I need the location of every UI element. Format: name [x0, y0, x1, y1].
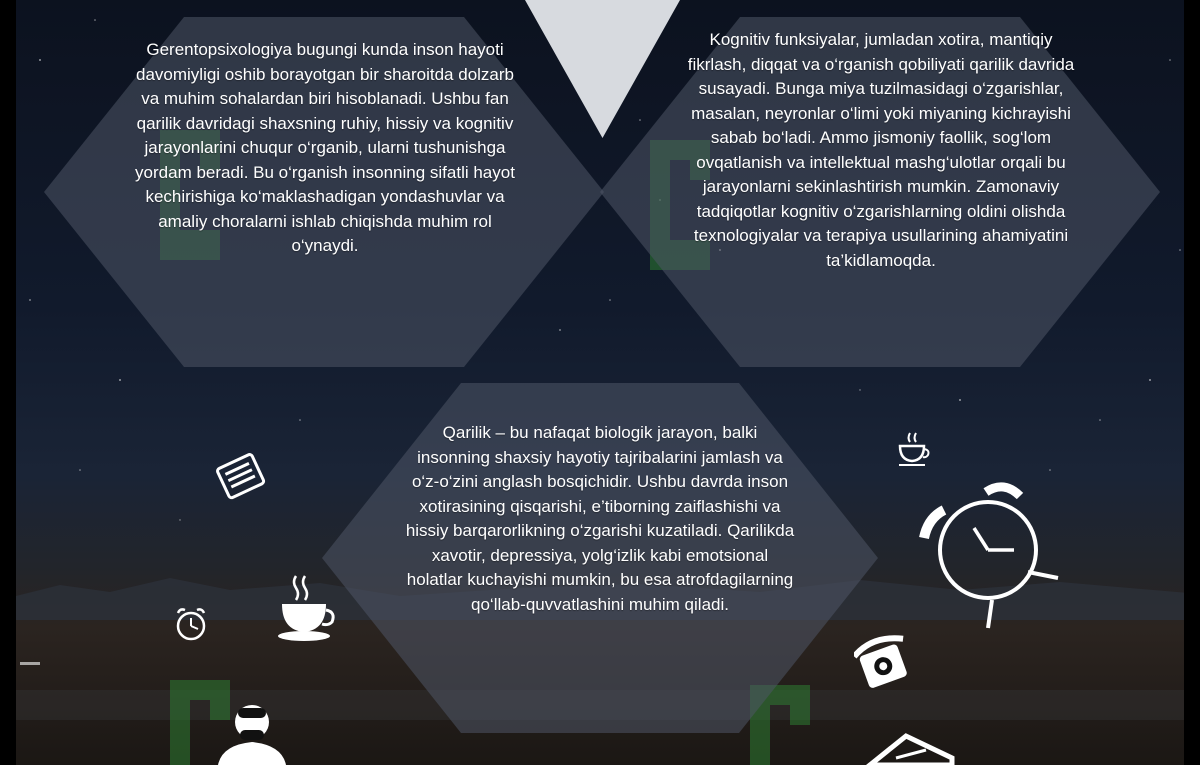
- right-border: [1184, 0, 1200, 765]
- small-coffee-cup-icon: [896, 430, 932, 470]
- newspaper-corner-icon: [866, 728, 956, 765]
- person-icon: [212, 700, 292, 765]
- newspaper-icon: [212, 448, 270, 506]
- bottom-panel-text: Qarilik – bu nafaqat biologik jarayon, balki insonning shaxsiy hayotiy tajribalarini jamlash va o‘z-o‘zini anglash bosqichidir. Ushbu davrda inson xotirasining qisqarishi, e’tiborning zaiflashishi va hissiy barqarorlikning o‘zgarishi kuzatiladi. Qarilikda xavotir, depressiya, yolg‘izlik kabi emotsional holatlar kuchayishi mumkin, bu esa atrofdagilarning qo‘llab-quvvatlashini muhim qiladi.: [405, 423, 795, 614]
- telephone-icon: [854, 632, 918, 692]
- left-panel-text: Gerentopsixologiya bugungi kunda inson hayoti davomiyligi oshib borayotgan bir sharoitda dolzarb va muhim sohalardan biri hisoblanadi. Ushbu fan qarilik davridagi shaxsning ruhiy, hissiy va kognitiv jarayonlarini chuqur o‘rganib, ularni tushunishga yordam beradi. Bu o‘rganish insonning sifatli hayot kechirishiga ko‘maklashadigan yondashuvlar va amaliy choralarni ishlab chiqishda muhim rol o‘ynaydi.: [135, 40, 515, 255]
- right-panel-text: Kognitiv funksiyalar, jumladan xotira, mantiqiy fikrlash, diqqat va o‘rganish qobiliyati qarilik davrida susayadi. Bunga miya tuzilmasidagi o‘zgarishlar, masalan, neyronlar o‘limi yoki miyaning kichrayishi sabab bo‘ladi. Ammo jismoniy faollik, sog‘lom ovqatlanish va intellektual mashg‘ulotlar orqali bu jarayonlarni sekinlashtirish mumkin. Zamonaviy tadqiqotlar kognitiv o‘zgarishlarning oldini olishda texnologiyalar va terapiya usullarining ahamiyatini ta’kidlamoqda.: [687, 30, 1075, 270]
- small-alarm-clock-icon: [170, 603, 212, 645]
- alarm-clock-icon: [918, 480, 1063, 630]
- left-border: [0, 0, 16, 765]
- coffee-cup-icon: [272, 572, 340, 644]
